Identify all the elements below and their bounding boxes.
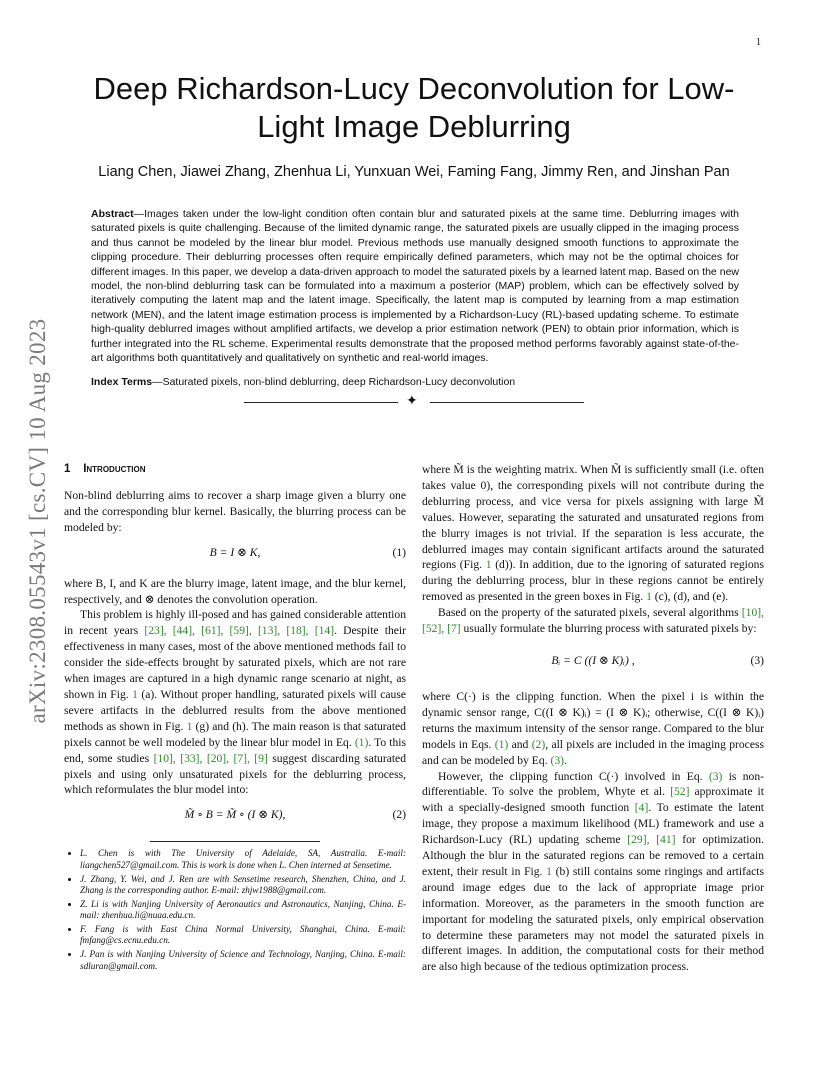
author-list: Liang Chen, Jiawei Zhang, Zhenhua Li, Yunxuan Wei, Faming Fang, Jimmy Ren, and Jinshan Pan [98, 164, 730, 180]
section-title: Introduction [83, 463, 146, 475]
intro-paragraph-1: Non-blind deblurring aims to recover a sharp image given a blurry one and the corresponding blur kernel. Basically, the blurring process can be modeled by: [64, 488, 406, 534]
text-run: (a). Without proper handling, saturated pixels will cause severe artifacts in the deblurred results from the above mentioned methods as shown in Fig. [64, 687, 407, 733]
text-run: is non-differentiable. To solve the problem, Whyte et al. [422, 769, 765, 799]
text-run: . Despite their effectiveness in many cases, most of the above mentioned methods fail to consider the side-effects brought by saturated pixels, which are not rare when images are captured in a high dynamic range scenario at night, as shown in Fig. [64, 624, 406, 701]
equation-link[interactable]: (1) [494, 737, 509, 751]
right-paragraph-4 [422, 769, 764, 976]
footnote-item: • F. Fang is with East China Normal University, Shanghai, China. E-mail: fmfang@cs.ecnu.edu.cn. [80, 924, 406, 947]
left-column [64, 462, 406, 974]
abstract-label: Abstract [91, 208, 134, 220]
index-terms-text: —Saturated pixels, non-blind deblurring, deep Richardson-Lucy deconvolution [152, 376, 516, 388]
equation-1-number: (1) [392, 545, 406, 559]
citation-link[interactable]: [52] [670, 785, 690, 799]
index-terms [91, 376, 739, 388]
equation-1 [64, 545, 406, 567]
footnote-item: • J. Pan is with Nanjing University of Science and Technology, Nanjing, China. E-mail: sdluran@gmail.com. [80, 949, 406, 972]
text-run: . [564, 753, 567, 767]
text-run: usually formulate the blurring process with saturated pixels by: [460, 622, 757, 636]
section-number: 1 [64, 463, 71, 475]
text-run: (g) and (h). The main reason is that saturated pixels cannot be well modeled by the linear blur model in Eq. [64, 719, 406, 749]
footnote-item: • J. Zhang, Y. Wei, and J. Ren are with Sensetime research, Shenzhen, China, and J. Zhang is the corresponding author. E-mail: zhjw1988@gmail.com. [80, 874, 406, 897]
citation-link[interactable]: [10], [52], [7] [422, 606, 764, 636]
right-column [422, 462, 764, 975]
page-number: 1 [756, 37, 761, 48]
text-run: and [508, 737, 532, 751]
text-run: However, the clipping function C(·) involved in Eq. [438, 769, 709, 783]
figure-link[interactable]: 1 [546, 864, 552, 878]
right-paragraph-2 [422, 605, 764, 637]
abstract-text: —Images taken under the low-light condition often contain blur and saturated pixels at the same time. Deblurring images with saturated pixels is quite challenging. Because of the limited dynamic range, the saturated pixels are usually clipped in the imaging process and thus cannot be modeled by the linear blur model. Previous methods use manually designed smooth functions to approximate the clipping procedure. Their deblurring processes often require empirically defined parameters, which may not be the optimal choices for different images. In this paper, we develop a data-driven approach to model the saturated pixels by a learned latent map. Based on the new model, the non-blind deblurring task can be formulated into a maximum a posterior (MAP) problem, which can be effectively solved by iteratively computing the latent map and the latent image. Specifically, the latent map is computed by learning from a map estimation network (MEN), and the latent image estimation process is implemented by a Richardson-Lucy (RL)-based updating scheme. To estimate high-quality deblurred images without amplified artifacts, we develop a prior estimation network (PEN) to obtain prior information, which is further integrated into the RL scheme. Experimental results demonstrate that the proposed method performs favorably against state-of-the-art algorithms both quantitatively and qualitatively on synthetic and real-world images. [91, 208, 739, 365]
text-run: for optimization. Although the blur in the saturated regions can be removed to a certain extent, their result in Fig. [422, 833, 764, 878]
divider-diamond-icon: ✦ [406, 394, 418, 409]
intro-paragraph-2: where B, I, and K are the blurry image, latent image, and the blur kernel, respectively, and ⊗ denotes the convolution operation. [64, 576, 406, 606]
footnote-item: • Z. Li is with Nanjing University of Aeronautics and Astronautics, Nanjing, China. E-mail: zhenhua.li@nuaa.edu.cn. [80, 899, 406, 922]
equation-link[interactable]: (1) [354, 735, 369, 749]
equation-2 [64, 807, 406, 829]
right-paragraph-1 [422, 462, 764, 605]
citation-link[interactable]: [23], [44], [61], [59], [13], [18], [14] [144, 624, 335, 638]
equation-link[interactable]: (3) [550, 753, 564, 767]
citation-link[interactable]: [10], [33], [20], [7], [9] [153, 751, 268, 765]
text-run: (b) still contains some ringings and artifacts around image edges due to the lack of appropriate image prior information. Moreover, as the parameters in the smooth function are important for modeling the saturated pixels, only empirical observation to determine these parameters may not model the saturated pixels in different images. In addition, the computational costs for their method are also high because of the tedious optimization process. [422, 864, 765, 974]
text-run: (d)). In addition, due to the ignoring of saturated regions during the deblurring process, blur in these regions cannot be entirely removed as presented in the green boxes in Fig. [422, 558, 764, 604]
equation-3 [422, 653, 764, 675]
footnote-item: • L. Chen is with The University of Adelaide, SA, Australia. E-mail: liangchen527@gmail.com. This is work is done when L. Chen interned at Sensetime. [80, 848, 406, 871]
intro-paragraph-3 [64, 607, 406, 798]
figure-link[interactable]: 1 [132, 687, 138, 701]
arxiv-stamp: arXiv:2308.05543v1 [cs.CV] 10 Aug 2023 [25, 318, 50, 724]
equation-3-body: Bᵢ = C ((I ⊗ K)ᵢ) , [551, 653, 635, 667]
text-run: where C(·) is the clipping function. When the pixel i is within the dynamic sensor range, C((I ⊗ K)ᵢ) = (I ⊗ K)ᵢ; otherwise, C((I ⊗ K)ᵢ) returns the maximum intensity of the sensor range. Compared to the blur models in Eqs. [422, 689, 764, 751]
figure-link[interactable]: 1 [186, 719, 193, 733]
footnote-rule [150, 841, 320, 842]
text-run: suggest discarding saturated pixels and using only unsaturated pixels for the deblurring process, which reformulates the blur model into: [64, 751, 407, 797]
equation-3-number: (3) [750, 653, 764, 667]
text-run: , all pixels are included in the imaging process and can be modeled by Eq. [422, 737, 764, 767]
paper-title: Deep Richardson-Lucy Deconvolution for Low-Light Image Deblurring [93, 71, 735, 144]
text-run: (c), (d), and (e). [651, 590, 729, 604]
equation-link[interactable]: (3) [708, 769, 723, 783]
text-run: . To estimate the latent image, they propose a maximum likelihood (ML) framework and use a Richardson-Lucy (RL) updating scheme [422, 801, 764, 847]
divider-line-left [244, 402, 398, 403]
section-heading-introduction [64, 462, 406, 478]
equation-link[interactable]: (2) [531, 737, 546, 751]
abstract [91, 207, 739, 365]
citation-link[interactable]: [29], [41] [627, 833, 676, 847]
footnote-list [64, 848, 406, 972]
text-run: where M̃ is the weighting matrix. When M̃ is sufficiently small (i.e. often takes value 0), the corresponding pixels will not contribute during the deblurring process, and vice versa for pixels assigning with large M̃ values. However, separating the saturated and unsaturated regions from the blurry images is not trivial. If the separation is less accurate, the deblurred images may contain significant artifacts around the saturated regions (Fig. [422, 463, 764, 572]
figure-link[interactable]: 1 [646, 590, 652, 604]
figure-link[interactable]: 1 [485, 558, 492, 572]
index-terms-label: Index Terms [91, 376, 153, 388]
text-run: approximate it with a specially-designed smooth function [422, 785, 764, 815]
text-run: This problem is highly ill-posed and has gained considerable attention in recent years [64, 608, 406, 638]
section-divider [244, 394, 584, 410]
divider-line-right [430, 402, 584, 403]
text-run: . To this end, some studies [64, 735, 406, 765]
right-paragraph-3 [422, 689, 764, 769]
equation-2-number: (2) [392, 808, 406, 822]
text-run: Based on the property of the saturated pixels, several algorithms [438, 606, 742, 620]
citation-link[interactable]: [4] [634, 801, 649, 815]
equation-1-body: B = I ⊗ K, [209, 545, 261, 559]
equation-2-body: M̃ ∘ B = M̃ ∘ (I ⊗ K), [184, 808, 286, 822]
